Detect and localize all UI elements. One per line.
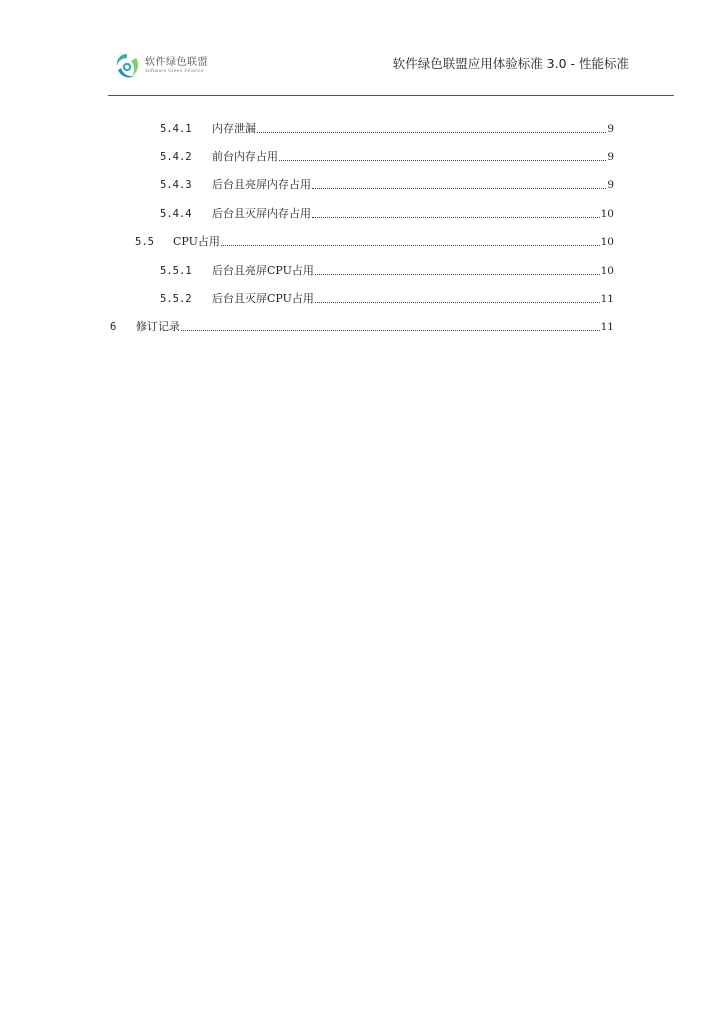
toc-page: 10: [600, 208, 614, 220]
toc-entry[interactable]: [160, 263, 614, 279]
toc-title: 后台且亮屏内存占用: [212, 178, 311, 191]
toc-title: 后台且灭屏CPU占用: [212, 292, 314, 305]
toc-number: 5.4.4: [160, 208, 192, 220]
toc-number: 5.5.2: [160, 293, 192, 305]
toc-title: 前台内存占用: [212, 150, 278, 163]
toc-leader: [279, 160, 606, 161]
toc-entry[interactable]: [160, 177, 614, 193]
toc-page: 9: [607, 123, 614, 135]
page-header: [0, 0, 724, 96]
toc-entry[interactable]: [160, 206, 614, 222]
toc-entry[interactable]: [160, 149, 614, 165]
toc-number: 5.4.2: [160, 151, 192, 163]
toc-page: 9: [607, 179, 614, 191]
toc-page: 9: [607, 151, 614, 163]
toc-leader: [315, 274, 600, 275]
toc-title: 内存泄漏: [212, 122, 256, 135]
toc-number: 5.4.3: [160, 179, 192, 191]
toc-page: 10: [600, 236, 614, 248]
toc-entry[interactable]: [110, 319, 614, 335]
logo-text-cn: 软件绿色联盟: [145, 56, 208, 68]
toc-leader: [221, 245, 600, 246]
toc-page: 11: [600, 321, 614, 333]
logo-icon: [114, 52, 140, 80]
toc-page: 10: [600, 265, 614, 277]
toc-entry[interactable]: [160, 121, 614, 137]
toc-number: 5.5: [135, 236, 154, 248]
toc-entry[interactable]: [160, 291, 614, 307]
toc-entry[interactable]: [135, 234, 614, 250]
toc-leader: [257, 132, 606, 133]
toc-title: 后台且灭屏内存占用: [212, 207, 311, 220]
toc-leader: [315, 302, 600, 303]
header-divider: [108, 95, 674, 96]
toc-title: CPU占用: [173, 235, 220, 248]
toc-leader: [181, 330, 600, 331]
logo: [114, 52, 208, 80]
toc-title: 后台且亮屏CPU占用: [212, 264, 314, 277]
toc-number: 6: [110, 321, 117, 333]
toc-page: 11: [600, 293, 614, 305]
logo-text-en: Software Green Alliance: [145, 68, 204, 74]
toc-leader: [312, 217, 600, 218]
toc-title: 修订记录: [136, 320, 180, 333]
toc-number: 5.5.1: [160, 265, 192, 277]
document-title: 软件绿色联盟应用体验标准 3.0 - 性能标准: [392, 56, 629, 71]
toc-leader: [312, 188, 606, 189]
toc-number: 5.4.1: [160, 123, 192, 135]
